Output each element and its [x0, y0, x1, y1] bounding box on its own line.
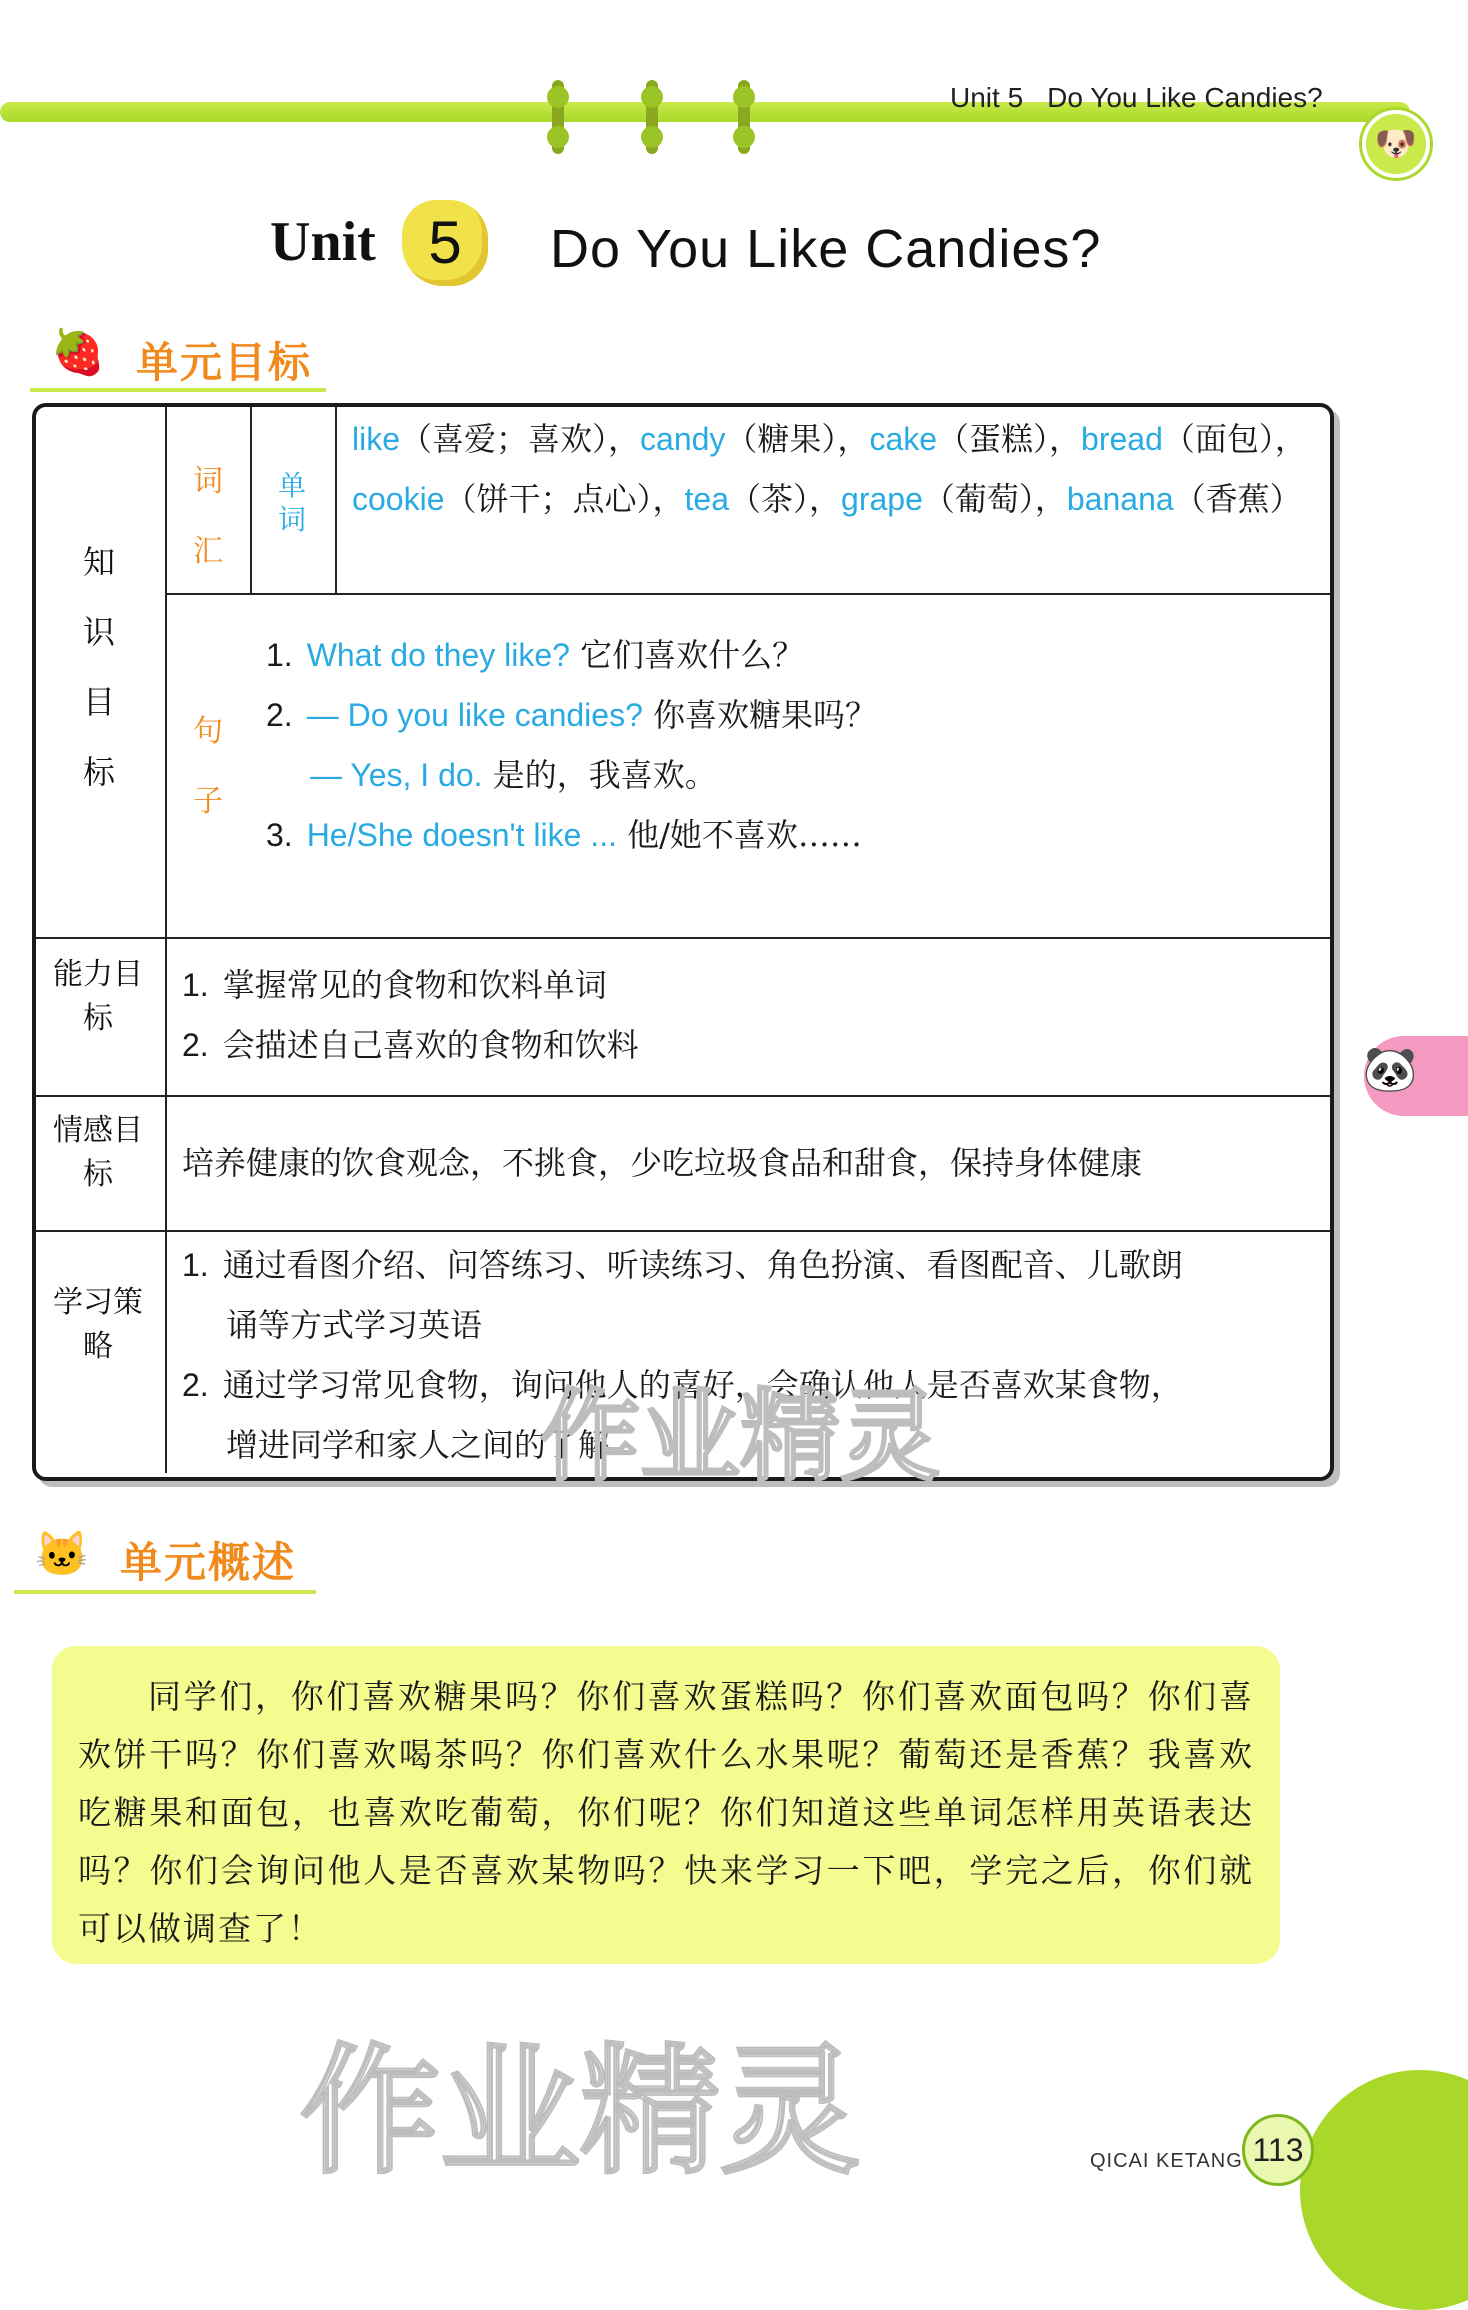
page-title: Do You Like Candies?	[550, 219, 1102, 279]
category-emotion: 情感目标	[53, 1113, 143, 1192]
cat-train-icon: 🐱	[34, 1529, 90, 1580]
overview-text: 同学们，你们喜欢糖果吗？你们喜欢蛋糕吗？你们喜欢面包吗？你们喜欢饼干吗？你们喜欢喝茶吗？你们喜欢什么水果呢？葡萄还是香蕉？我喜欢吃糖果和面包，也喜欢吃葡萄，你们呢？你们知道这些单词怎样用英语表达吗？你们会询问他人是否喜欢某物吗？快来学习一下吧，学完之后，你们就可以做调查了！	[78, 1677, 1254, 1948]
word-item: cookie（饼干；点心），	[352, 480, 685, 518]
word-item: grape（葡萄），	[841, 480, 1067, 518]
unit-number-badge: 5	[402, 200, 488, 286]
overview-heading-underline	[14, 1590, 316, 1594]
dog-icon: 🐶	[1362, 110, 1430, 178]
goals-table	[32, 403, 1334, 1481]
strawberry-icon: 🍓	[50, 327, 106, 378]
binder-ring-icon	[738, 80, 750, 154]
category-strategy: 学习策略	[53, 1285, 143, 1364]
sentence-item: 2. — Do you like candies? 你喜欢糖果吗？	[266, 696, 878, 734]
page-corner-decoration	[1300, 2070, 1468, 2310]
ability-item: 1. 掌握常见的食物和饮料单词	[182, 966, 607, 1004]
strategy-item-cont: 增进同学和家人之间的了解	[226, 1426, 611, 1464]
word-item: tea（茶），	[684, 480, 842, 518]
category-knowledge: 知识目标	[82, 543, 115, 791]
unit-word: Unit	[270, 211, 376, 273]
running-head-title: Do You Like Candies?	[1047, 82, 1323, 113]
goals-heading-underline	[30, 388, 326, 392]
category-ability: 能力目标	[53, 957, 143, 1036]
goals-heading: 单元目标	[136, 338, 313, 387]
word-list	[352, 407, 1312, 529]
sentence-item: 3. He/She doesn't like ... 他/她不喜欢……	[266, 816, 862, 854]
emotion-text: 培养健康的饮食观念，不挑食，少吃垃圾食品和甜食，保持身体健康	[182, 1144, 1143, 1182]
running-head-unit: Unit 5	[950, 82, 1024, 113]
ability-item: 2. 会描述自己喜欢的食物和饮料	[182, 1026, 639, 1064]
strategy-item: 1. 通过看图介绍、问答练习、听读练习、角色扮演、看图配音、儿歌朗	[182, 1246, 1183, 1284]
word-item: candy（糖果），	[640, 420, 870, 458]
label-vocabulary: 词汇	[193, 464, 223, 569]
strategy-item-cont: 诵等方式学习英语	[226, 1306, 483, 1344]
word-item: bread（面包），	[1081, 420, 1307, 458]
sentence-list	[266, 625, 1306, 865]
sentence-item: 1. What do they like? 它们喜欢什么？	[266, 636, 805, 674]
overview-box	[52, 1646, 1280, 1964]
word-item: like（喜爱；喜欢），	[352, 420, 641, 458]
word-item: cake（蛋糕），	[869, 420, 1082, 458]
label-sentences: 句子	[193, 714, 223, 819]
binder-ring-icon	[552, 80, 564, 154]
panda-icon: 🐼	[1362, 1044, 1418, 1095]
page-number: 113	[1242, 2114, 1314, 2186]
strategy-item: 2. 通过学习常见食物，询问他人的喜好，会确认他人是否喜欢某食物，	[182, 1366, 1183, 1404]
word-item: banana（香蕉）	[1066, 480, 1302, 518]
watermark: 作业精灵	[540, 1378, 940, 1495]
footer-brand: QICAI KETANG	[1090, 2150, 1243, 2172]
watermark: 作业精灵	[300, 2031, 861, 2194]
sentence-item: — Yes, I do. 是的，我喜欢。	[310, 756, 717, 794]
running-head	[950, 82, 1323, 114]
label-words: 单词	[277, 469, 306, 536]
overview-heading: 单元概述	[120, 1538, 297, 1587]
binder-ring-icon	[646, 80, 658, 154]
ability-list	[182, 955, 1302, 1075]
